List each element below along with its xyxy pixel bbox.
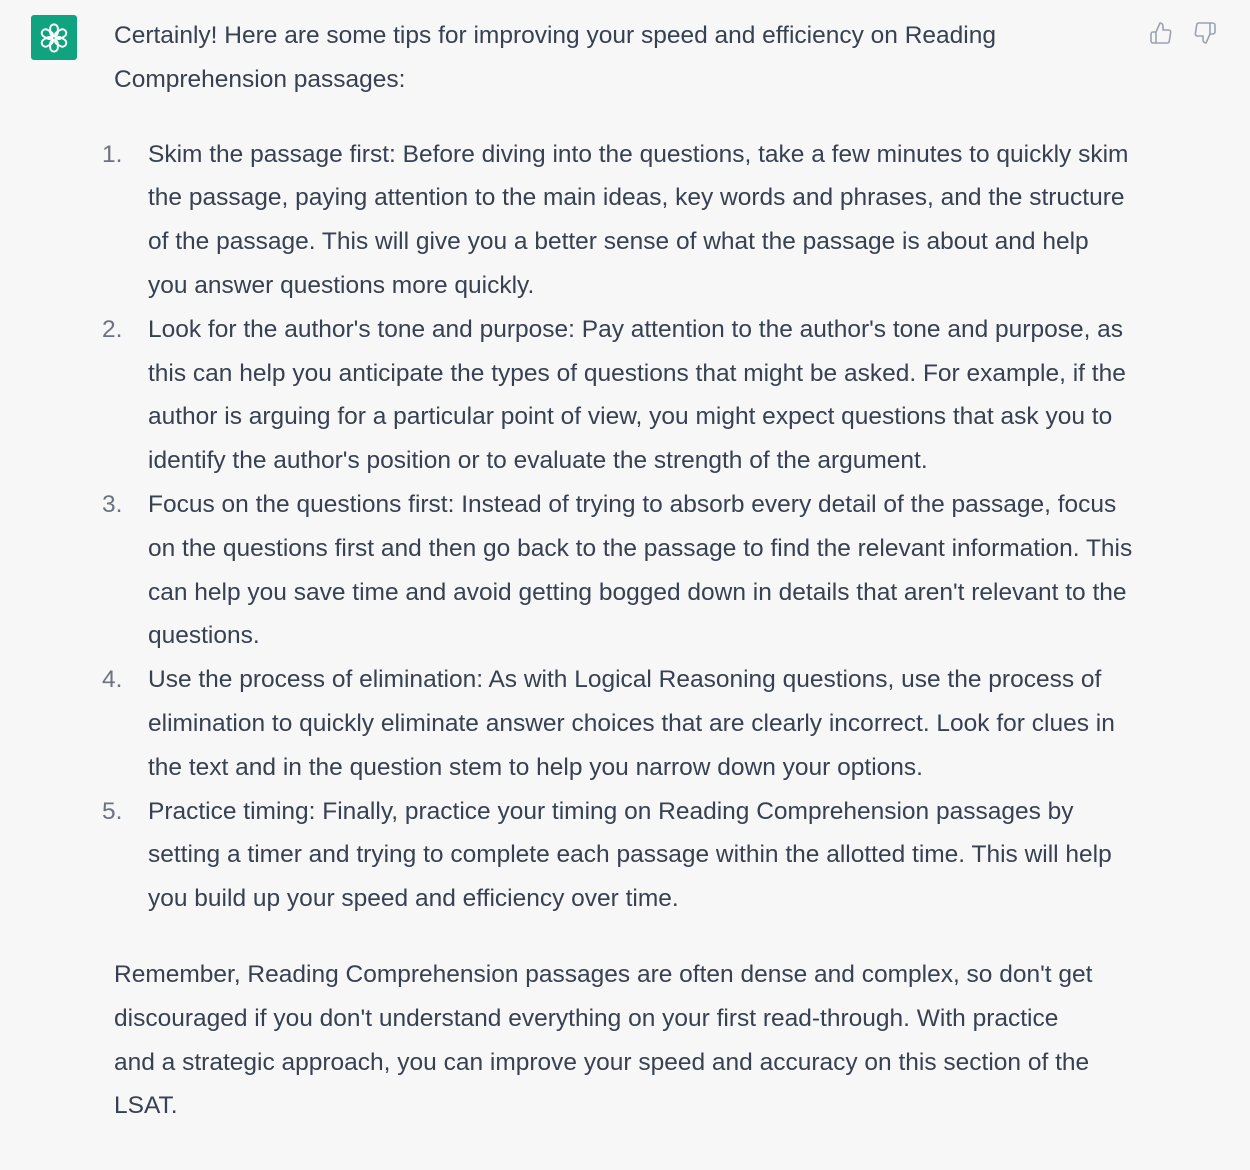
- tip-item: [102, 133, 1134, 308]
- tip-text: Skim the passage first: Before diving into the questions, take a few minutes to quickly skim the passage, paying attention to the main ideas, key words and phrases, and the structure of the passage. This will give you a better sense of what the passage is about and help you answer questions more quickly.: [148, 140, 1129, 299]
- tip-item: [102, 658, 1134, 789]
- tip-text: Focus on the questions first: Instead of trying to absorb every detail of the passage, focus on the questions first and then go back to the passage to find the relevant information. This can help you save time and avoid getting bogged down in details that aren't relevant to the questions.: [148, 490, 1133, 650]
- tip-text: Use the process of elimination: As with Logical Reasoning questions, use the process of elimination to quickly eliminate answer choices that are clearly incorrect. Look for clues in the text and in the question stem to help you narrow down your options.: [148, 666, 1115, 781]
- openai-logo-icon: [37, 21, 71, 55]
- message-intro: Certainly! Here are some tips for improving your speed and efficiency on Reading Comprehension passages:: [114, 22, 996, 93]
- tip-number: 4.: [102, 666, 123, 694]
- tip-item: [102, 308, 1134, 483]
- tips-list: [102, 133, 1134, 921]
- tip-text: Look for the author's tone and purpose: Pay attention to the author's tone and purpose, as this can help you anticipate the types of questions that might be asked. For example, if the author is arguing for a particular point of view, you might expect questions that ask you to identify the author's position or to evaluate the strength of the argument.: [148, 315, 1126, 475]
- tip-item: [102, 790, 1134, 921]
- thumbs-up-button[interactable]: [1148, 20, 1174, 46]
- assistant-avatar: [31, 15, 77, 60]
- assistant-message: [102, 14, 1134, 1128]
- thumbs-up-icon: [1149, 21, 1173, 45]
- feedback-buttons: [1148, 20, 1218, 46]
- thumbs-down-icon: [1193, 21, 1217, 45]
- thumbs-down-button[interactable]: [1192, 20, 1218, 46]
- message-outro: Remember, Reading Comprehension passages are often dense and complex, so don't get discouraged if you don't understand everything on your first read-through. With practice and a strategic approach, you can improve your speed and accuracy on this section of the LSAT.: [114, 960, 1093, 1120]
- tip-item: [102, 483, 1134, 658]
- tip-number: 2.: [102, 315, 123, 343]
- tip-number: 3.: [102, 490, 123, 518]
- tip-number: 5.: [102, 797, 123, 825]
- tip-text: Practice timing: Finally, practice your timing on Reading Comprehension passages by setting a timer and trying to complete each passage within the allotted time. This will help you build up your speed and efficiency over time.: [148, 797, 1112, 913]
- tip-number: 1.: [102, 140, 123, 168]
